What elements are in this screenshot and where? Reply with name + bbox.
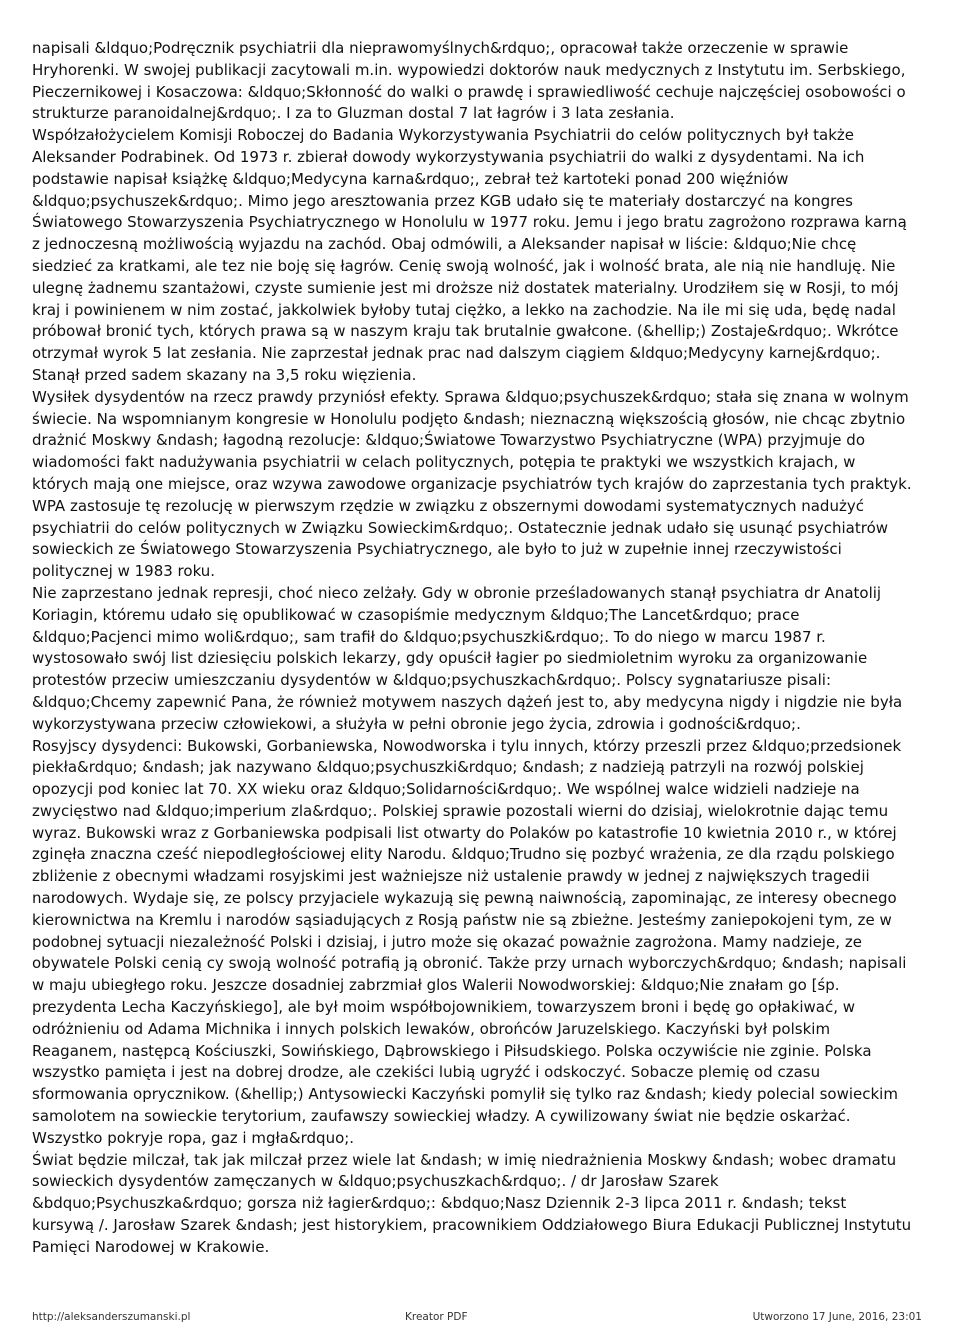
footer-creator: Kreator PDF (405, 1311, 468, 1323)
paragraph-honolulu: Wysiłek dysydentów na rzecz prawdy przyniósł efekty. Sprawa &ldquo;psychuszek&rdquo; stała się znana w wolnym świecie. Na wspomnianym kongresie w Honolulu podjęto &ndash; nieznaczną większością głosów, nie chcąc zbytnio drażnić Moskwy &ndash; łagodną rezolucje: &ldquo;Światowe Towarzystwo Psychiatryczne (WPA) przyjmuje do wiadomości fakt nadużywania psychiatrii w celach politycznych, potępia te praktyki we wszystkich krajach, w których mają one miejsce, oraz wzywa zawodowe organizacje psychiatrów tych krajów do zaprzestania tych praktyk. WPA zastosuje tę rezolucję w pierwszym rzędzie w związku z obszernymi dowodami systematycznych nadużyć psychiatrii do celów politycznych w Związku Sowieckim&rdquo;. Ostatecznie jednak udało się usunąć psychiatrów sowieckich ze Światowego Stowarzyszenia Psychiatrycznego, ale było to już w zupełnie innej rzeczywistości politycznej w 1983 roku. (32, 387, 912, 581)
article-body (32, 38, 912, 1259)
footer-site-link[interactable]: http://aleksanderszumanski.pl (32, 1311, 191, 1323)
paragraph-koriagin: Nie zaprzestano jednak represji, choć nieco zelżały. Gdy w obronie prześladowanych stanął psychiatra dr Anatolij Koriagin, któremu udało się opublikować w czasopiśmie medycznym &ldquo;The Lancet&rdquo; prace &ldquo;Pacjenci mimo woli&rdquo;, sam trafił do &ldquo;psychuszki&rdquo;. To do niego w marcu 1987 r. wystosowało swój list dziesięciu polskich lekarzy, gdy opuścił łagier po siedmioletnim wyroku za organizowanie protestów przeciw umieszczaniu dysydentów w &ldquo;psychuszkach&rdquo;. Polscy sygnatariusze pisali: &ldquo;Chcemy zapewnić Pana, że również motywem naszych dążeń jest to, aby medycyna nigdy i nigdzie nie była wykorzystywana przeciw człowiekowi, a służyła w pełni obronie jego życia, zdrowia i godności&rdquo;. (32, 583, 903, 733)
paragraph-podrabinek: Współzałożycielem Komisji Roboczej do Badania Wykorzystywania Psychiatrii do celów politycznych był także Aleksander Podrabinek. Od 1973 r. zbierał dowody wykorzystywania psychiatrii do walki z dysydentami. Na ich podstawie napisał książkę &ldquo;Medycyna karna&rdquo;, zebrał też kartoteki ponad 200 więźniów &ldquo;psychuszek&rdquo;. Mimo jego aresztowania przez KGB udało się te materiały dostarczyć na kongres Światowego Stowarzyszenia Psychiatrycznego w Honolulu w 1977 roku. Jemu i jego bratu zagrożono rozprawa karną z jednoczesną możliwością wyjazdu na zachód. Obaj odmówili, a Aleksander napisał w liście: &ldquo;Nie chcę siedzieć za kratkami, ale tez nie boję się łagrów. Cenię swoją wolność, jak i wolność brata, ale nią nie handluję. Nie ulegnę żadnemu szantażowi, czyste sumienie jest mi droższe niż dostatek materialny. Urodziłem się w Rosji, to mój kraj i powinienem w nim zostać, jakkolwiek byłoby tutaj ciężko, a lekko na zachodzie. Na ile mi się uda, będę nadal próbował bronić tych, których prawa są w naszym kraju tak brutalnie gwałcone. (&hellip;) Zostaje&rdquo;. Wkrótce otrzymał wyrok 5 lat zesłania. Nie zaprzestał jednak prac nad dalszym ciągiem &ldquo;Medycyny karnej&rdquo;. Stanął przed sadem skazany na 3,5 roku więzienia. (32, 126, 907, 384)
page-footer (32, 1311, 922, 1325)
footer-created-date: Utworzono 17 June, 2016, 23:01 (752, 1311, 922, 1323)
paragraph-gluzman: napisali &ldquo;Podręcznik psychiatrii dla nieprawomyślnych&rdquo;, opracował także orzeczenie w sprawie Hryhorenki. W swojej publikacji zacytowali m.in. wypowiedzi doktorów nauk medycznych z Instytutu im. Serbskiego, Pieczernikowej i Kosaczowa: &ldquo;Skłonność do walki o prawdę i sprawiedliwość cechuje najczęściej osobowości o strukturze paranoidalnej&rdquo;. I za to Gluzman dostal 7 lat łagrów i 3 lata zesłania. (32, 39, 906, 123)
paragraph-closing: Świat będzie milczał, tak jak milczał przez wiele lat &ndash; w imię niedrażnienia Moskwy &ndash; wobec dramatu sowieckich dysydentów zamęczanych w &ldquo;psychuszkach&rdquo;. / dr Jarosław Szarek &bdquo;Psychuszka&rdquo; gorsza niż łagier&rdquo;: &bdquo;Nasz Dziennik 2-3 lipca 2011 r. &ndash; tekst kursywą /. Jarosław Szarek &ndash; jest historykiem, pracownikiem Oddziałowego Biura Edukacji Publicznej Instytutu Pamięci Narodowej w Krakowie. (32, 1150, 912, 1256)
paragraph-dissidents: Rosyjscy dysydenci: Bukowski, Gorbaniewska, Nowodworska i tylu innych, którzy przeszli przez &ldquo;przedsionek piekła&rdquo; &ndash; jak nazywano &ldquo;psychuszki&rdquo; &ndash; z nadzieją patrzyli na rozwój polskiej opozycji pod koniec lat 70. XX wieku oraz &ldquo;Solidarności&rdquo;. We wspólnej walce widzieli nadzieje na zwycięstwo nad &ldquo;imperium zla&rdquo;. Polskiej sprawie pozostali wierni do dzisiaj, wielokrotnie dając temu wyraz. Bukowski wraz z Gorbaniewska podpisali list otwarty do Polaków po katastrofie 10 kwietnia 2010 r., w której zginęła znaczna cześć niepodległościowej elity Narodu. &ldquo;Trudno się pozbyć wrażenia, ze dla rządu polskiego zbliżenie z obecnymi władzami rosyjskimi jest ważniejsze niż ustalenie prawdy w jednej z największych tragedii narodowych. Wydaje się, ze polscy przyjaciele wykazują się pewną naiwnością, zapominając, ze interesy obecnego kierownictwa na Kremlu i narodów sąsiadujących z Rosją państw nie są zbieżne. Jesteśmy zaniepokojeni tym, ze w podobnej sytuacji niezależność Polski i dzisiaj, i jutro może się okazać poważnie zagrożona. Mamy nadzieje, ze obywatele Polski cenią cy swoją wolność potrafią ją obronić. Także przy urnach wyborczych&rdquo; &ndash; napisali w maju ubiegłego roku. Jeszcze dosadniej zabrzmiał glos Walerii Nowodworskiej: &ldquo;Nie znałam go [śp. prezydenta Lecha Kaczyńskiego], ale był moim współbojownikiem, towarzyszem broni i będę go opłakiwać, w odróżnieniu od Adama Michnika i innych polskich lewaków, obrońców Jaruzelskiego. Kaczyński był polskim Reaganem, następcą Kościuszki, Sowińskiego, Dąbrowskiego i Piłsudskiego. Polska oczywiście nie zginie. Polska wszystko pamięta i jest na dobrej drodze, ale czekiści lubią ugryźć i odskoczyć. Sobacze plemię od czasu sformowania oprycznikow. (&hellip;) Antysowiecki Kaczyński pomylił się tylko raz &ndash; kiedy polecial sowieckim samolotem na sowieckie terytorium, zaufawszy sowieckiej władzy. A cywilizowany świat nie będzie oskarżać. Wszystko pokryje ropa, gaz i mgła&rdquo;. (32, 736, 907, 1147)
